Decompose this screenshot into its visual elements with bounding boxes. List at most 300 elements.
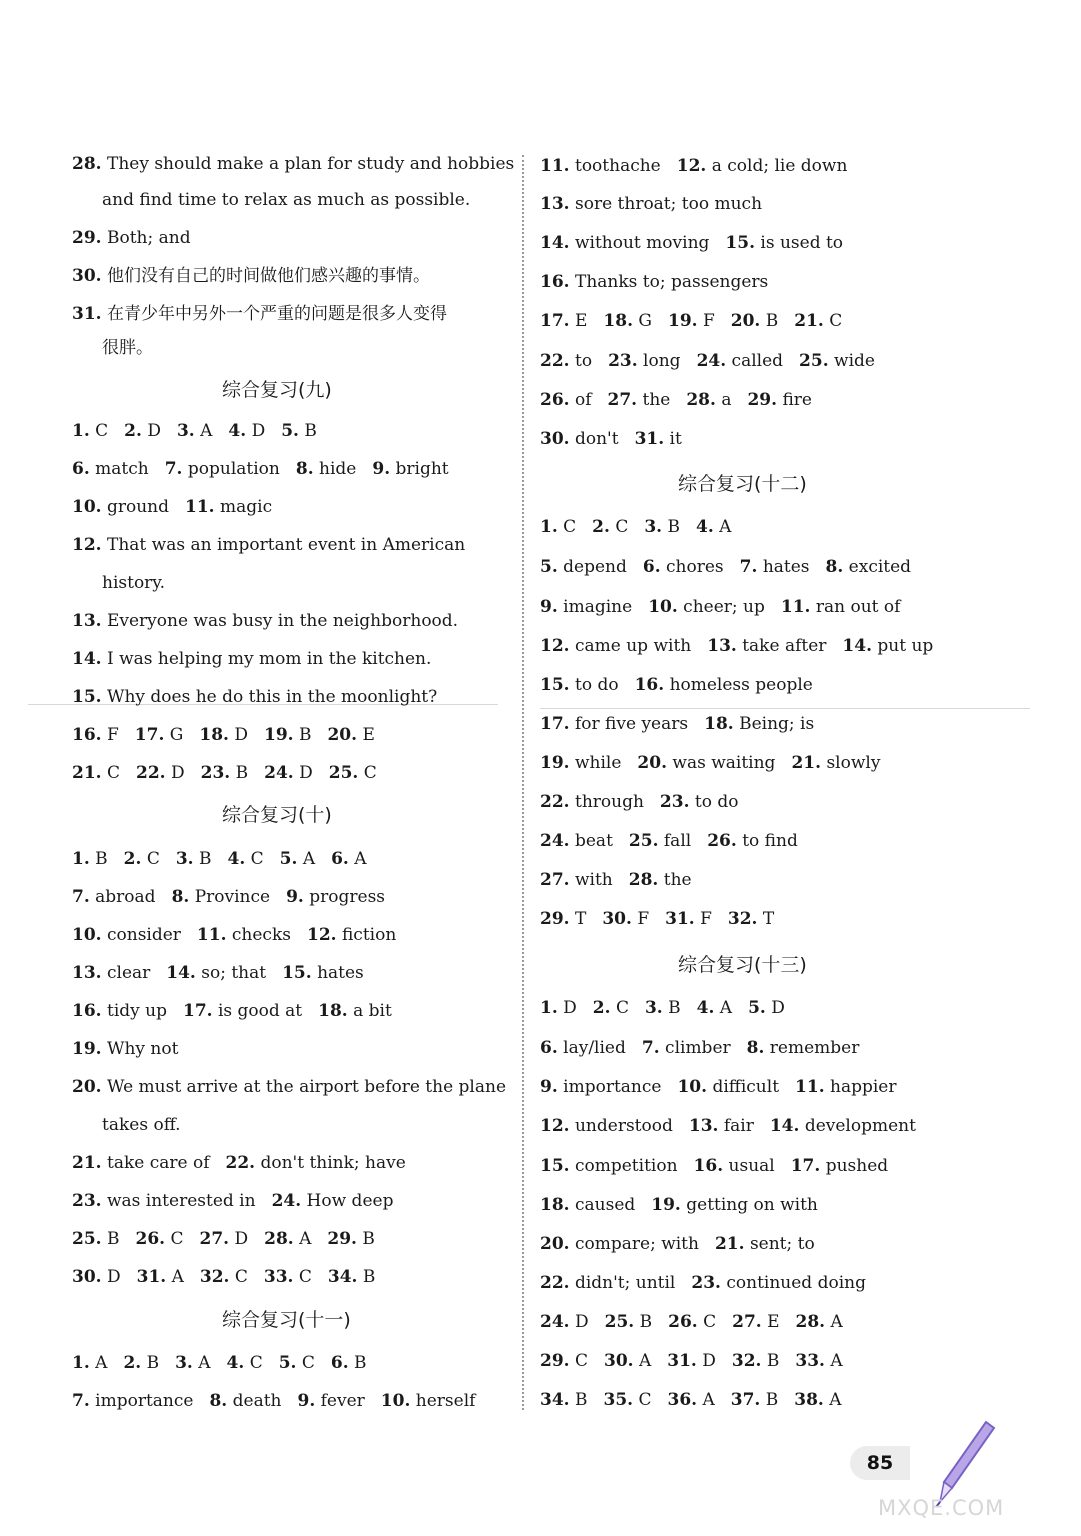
answer-text: Being; is — [739, 714, 815, 734]
answer-entry — [629, 831, 691, 851]
question-number: 2. — [592, 998, 611, 1018]
question-number: 6. — [331, 849, 349, 869]
question-number: 25. — [72, 1229, 102, 1249]
answer-row — [540, 596, 916, 618]
answer-text: B — [298, 725, 312, 745]
question-number: 34. — [327, 1267, 358, 1287]
answer-text: don't — [574, 429, 619, 449]
answer-row — [540, 674, 829, 696]
answer-entry — [318, 1001, 392, 1021]
answer-entry — [197, 925, 291, 945]
answer-entry — [165, 459, 280, 479]
answer-text: remember — [769, 1038, 860, 1058]
answer-row — [540, 1194, 834, 1216]
answer-entry — [72, 1039, 178, 1059]
answer-row — [72, 762, 393, 784]
question-number: 19. — [651, 1195, 681, 1215]
answer-entry — [540, 517, 576, 537]
answer-entry — [732, 1351, 779, 1371]
answer-text: D — [299, 763, 313, 783]
question-number: 11. — [196, 925, 227, 945]
answer-text: put up — [877, 636, 934, 656]
answer-entry — [842, 636, 933, 656]
question-number: 10. — [648, 597, 678, 617]
answer-entry — [72, 1191, 256, 1211]
answer-entry — [604, 1351, 651, 1371]
answer-entry — [264, 763, 313, 783]
answer-entry — [296, 459, 357, 479]
answer-text: B — [766, 1351, 780, 1371]
answer-text: A — [702, 1390, 715, 1410]
answer-entry — [540, 1234, 699, 1254]
question-number: 15. — [540, 675, 570, 695]
answer-entry — [177, 421, 212, 441]
answer-entry — [608, 390, 671, 410]
question-number: 6. — [330, 1353, 349, 1373]
question-number: 12. — [676, 156, 707, 176]
answer-text: it — [669, 429, 682, 449]
answer-text: getting on with — [686, 1195, 818, 1215]
question-number: 14. — [769, 1116, 800, 1136]
answer-entry — [644, 517, 680, 537]
question-number: 35. — [603, 1390, 634, 1410]
question-number: 9. — [540, 1077, 558, 1097]
answer-row — [540, 1311, 859, 1333]
question-number: 3. — [176, 421, 195, 441]
answer-row — [540, 869, 708, 891]
answer-text: A — [830, 1351, 843, 1371]
question-number: 5. — [279, 849, 298, 869]
question-number: 29. — [72, 228, 102, 248]
answer-text: for five years — [574, 714, 689, 734]
question-number: 3. — [644, 998, 663, 1018]
question-number: 1. — [540, 517, 558, 537]
question-number: 38. — [794, 1390, 824, 1410]
question-number: 17. — [790, 1156, 821, 1176]
answer-text: E — [767, 1312, 780, 1332]
answer-text: importance — [563, 1077, 662, 1097]
answer-text: E — [574, 311, 588, 331]
answer-text: Province — [194, 887, 271, 907]
answer-entry — [668, 311, 715, 331]
question-number: 16. — [634, 675, 665, 695]
answer-entry — [748, 998, 785, 1018]
answer-text: A — [829, 1390, 842, 1410]
question-number: 7. — [72, 1391, 90, 1411]
answer-entry — [172, 887, 271, 907]
answer-entry — [264, 1229, 311, 1249]
question-number: 8. — [746, 1038, 765, 1058]
answer-entry — [72, 763, 120, 783]
answer-text: A — [719, 517, 732, 537]
question-number: 27. — [732, 1312, 762, 1332]
question-number: 21. — [791, 753, 822, 773]
answer-text: C — [170, 1229, 184, 1249]
answer-line-continuation — [102, 189, 470, 211]
answer-row — [72, 848, 383, 870]
answer-text: They should make a plan for study and hobbies — [101, 154, 515, 174]
answer-text: T — [574, 909, 587, 929]
question-number: 27. — [607, 390, 638, 410]
question-number: 4. — [226, 1353, 245, 1373]
answer-row — [540, 752, 896, 774]
answer-row — [72, 1000, 408, 1022]
answer-entry — [728, 909, 774, 929]
question-number: 13. — [72, 963, 102, 983]
answer-entry — [665, 909, 712, 929]
answer-text: 他们没有自己的时间做他们感兴趣的事情。 — [101, 266, 430, 286]
question-number: 21. — [72, 1153, 102, 1173]
answer-row — [72, 458, 465, 480]
answer-text: C — [234, 1267, 248, 1287]
answer-entry — [540, 1077, 661, 1097]
question-number: 19. — [667, 311, 698, 331]
question-number: 31. — [634, 429, 665, 449]
answer-text: T — [762, 909, 775, 929]
question-number: 4. — [696, 998, 715, 1018]
question-number: 4. — [227, 849, 246, 869]
answer-text: B — [235, 763, 249, 783]
answer-entry — [540, 156, 661, 176]
question-number: 29. — [540, 1351, 570, 1371]
answer-row — [72, 420, 333, 442]
question-number: 9. — [286, 887, 304, 907]
answer-text: is used to — [760, 233, 844, 253]
answer-entry — [689, 1116, 754, 1136]
question-number: 21. — [714, 1234, 745, 1254]
answer-text: clear — [106, 963, 151, 983]
answer-entry — [799, 351, 875, 371]
answer-text: excited — [848, 557, 912, 577]
question-number: 28. — [628, 870, 659, 890]
answer-entry — [732, 1312, 779, 1332]
answer-text: A — [200, 421, 213, 441]
question-number: 15. — [72, 687, 102, 707]
question-number: 23. — [691, 1273, 721, 1293]
answer-entry — [747, 1038, 860, 1058]
question-number: 5. — [540, 557, 558, 577]
answer-row — [72, 1390, 491, 1412]
answer-entry — [540, 792, 644, 812]
answer-text: a bit — [353, 1001, 392, 1021]
answer-text: match — [95, 459, 149, 479]
answer-text: checks — [231, 925, 291, 945]
answer-text: imagine — [563, 597, 633, 617]
question-number: 20. — [637, 753, 667, 773]
answer-text: Thanks to; passengers — [574, 272, 769, 292]
answer-text: D — [106, 1267, 121, 1287]
answer-text: to — [574, 351, 593, 371]
question-number: 24. — [540, 831, 570, 851]
answer-row — [540, 1076, 913, 1098]
answer-row — [72, 724, 391, 746]
question-number: 11. — [540, 156, 570, 176]
question-number: 18. — [318, 1001, 348, 1021]
answer-entry — [781, 597, 901, 617]
answer-entry — [381, 1391, 476, 1411]
answer-text: C — [298, 1267, 312, 1287]
question-number: 18. — [540, 1195, 570, 1215]
answer-text: D — [771, 998, 785, 1018]
answer-entry — [279, 1353, 315, 1373]
question-number: 6. — [540, 1038, 558, 1058]
answer-text: A — [638, 1351, 652, 1371]
answer-text: was waiting — [672, 753, 776, 773]
question-number: 19. — [540, 753, 570, 773]
answer-entry — [228, 421, 265, 441]
answer-entry — [794, 311, 842, 331]
answer-row — [540, 997, 801, 1019]
answer-entry — [704, 714, 814, 734]
answer-text: tidy up — [106, 1001, 167, 1021]
answer-text: wide — [834, 351, 875, 371]
question-number: 9. — [540, 597, 558, 617]
section-heading: 综合复习(十一) — [222, 1309, 351, 1331]
answer-entry — [731, 1390, 778, 1410]
question-number: 4. — [228, 421, 247, 441]
answer-entry — [540, 909, 586, 929]
question-number: 12. — [72, 535, 102, 555]
answer-entry — [201, 763, 248, 783]
question-number: 22. — [540, 1273, 570, 1293]
question-number: 1. — [540, 998, 558, 1018]
answer-entry — [540, 870, 613, 890]
question-number: 31. — [665, 909, 695, 929]
answer-text: C — [574, 1351, 588, 1371]
answer-line-continuation — [102, 1114, 181, 1136]
answer-entry — [635, 675, 813, 695]
question-number: 7. — [164, 459, 183, 479]
answer-row — [72, 962, 380, 984]
question-number: 25. — [328, 763, 359, 783]
answer-entry — [540, 1156, 678, 1176]
answer-row — [540, 791, 754, 813]
answer-entry — [667, 1390, 714, 1410]
question-number: 29. — [327, 1229, 357, 1249]
answer-entry — [642, 1038, 731, 1058]
question-number: 13. — [72, 611, 102, 631]
question-number: 25. — [604, 1312, 635, 1332]
question-number: 23. — [608, 351, 638, 371]
answer-text: B — [304, 421, 317, 441]
answer-text: and find time to relax as much as possible. — [102, 190, 471, 210]
answer-text: continued doing — [726, 1273, 866, 1293]
question-number: 24. — [696, 351, 727, 371]
answer-entry — [264, 1267, 312, 1287]
answer-text: death — [232, 1391, 282, 1411]
question-number: 30. — [604, 1351, 634, 1371]
question-number: 23. — [200, 763, 231, 783]
answer-entry — [123, 1353, 159, 1373]
question-number: 19. — [72, 1039, 102, 1059]
section-heading: 综合复习(十) — [222, 804, 332, 826]
answer-entry — [540, 1351, 588, 1371]
answer-entry — [826, 557, 912, 577]
answer-text: B — [574, 1390, 588, 1410]
answer-entry — [645, 998, 681, 1018]
question-number: 12. — [306, 925, 337, 945]
section-heading: 综合复习(九) — [222, 379, 332, 401]
answer-text: the — [642, 390, 671, 410]
question-number: 21. — [72, 763, 102, 783]
answer-text: so; that — [201, 963, 267, 983]
answer-entry — [540, 1195, 635, 1215]
question-number: 24. — [540, 1312, 570, 1332]
answer-text: D — [702, 1351, 716, 1371]
answer-text: D — [563, 998, 577, 1018]
answer-text: compare; with — [574, 1234, 699, 1254]
answer-text: G — [169, 725, 184, 745]
answer-entry — [540, 636, 691, 656]
section-heading: 综合复习(十二) — [678, 473, 807, 495]
answer-entry — [72, 1001, 167, 1021]
answer-text: B — [354, 1353, 367, 1373]
question-number: 21. — [794, 311, 824, 331]
answer-entry — [643, 557, 724, 577]
answer-entry — [185, 497, 272, 517]
question-number: 20. — [730, 311, 761, 331]
answer-text: slowly — [826, 753, 881, 773]
answer-text: hide — [319, 459, 357, 479]
answer-entry — [592, 517, 628, 537]
answer-row — [540, 1115, 932, 1137]
answer-text: hates — [762, 557, 810, 577]
answer-text: understood — [574, 1116, 673, 1136]
question-number: 2. — [124, 421, 142, 441]
question-number: 34. — [540, 1390, 570, 1410]
answer-entry — [770, 1116, 916, 1136]
question-number: 23. — [72, 1191, 102, 1211]
question-number: 14. — [166, 963, 196, 983]
question-number: 29. — [540, 909, 570, 929]
answer-row — [540, 155, 863, 177]
question-number: 36. — [667, 1390, 698, 1410]
answer-entry — [372, 459, 448, 479]
question-number: 26. — [135, 1229, 166, 1249]
answer-text: I was helping my mom in the kitchen. — [101, 649, 432, 669]
answer-text: importance — [95, 1391, 194, 1411]
answer-entry — [707, 636, 826, 656]
answer-text: with — [574, 870, 613, 890]
question-number: 11. — [780, 597, 811, 617]
answer-text: difficult — [712, 1077, 780, 1097]
answer-text: C — [301, 1353, 315, 1373]
answer-entry — [166, 963, 266, 983]
answer-text: A — [719, 998, 733, 1018]
answer-entry — [72, 1153, 210, 1173]
page-number: 85 — [850, 1446, 910, 1480]
answer-text: while — [574, 753, 622, 773]
question-number: 7. — [641, 1038, 660, 1058]
answer-entry — [540, 311, 587, 331]
answer-entry — [707, 831, 798, 851]
answer-text: ran out of — [815, 597, 901, 617]
question-number: 30. — [602, 909, 632, 929]
answer-text: beat — [574, 831, 613, 851]
answer-row — [540, 350, 891, 372]
question-number: 20. — [540, 1234, 570, 1254]
answer-text: was interested in — [106, 1191, 256, 1211]
question-number: 22. — [540, 792, 570, 812]
answer-text: B — [639, 1312, 653, 1332]
answer-text: Everyone was busy in the neighborhood. — [101, 611, 459, 631]
answer-row — [72, 1152, 422, 1174]
question-number: 8. — [209, 1391, 228, 1411]
question-number: 1. — [72, 421, 90, 441]
answer-entry — [629, 870, 692, 890]
answer-entry — [286, 887, 385, 907]
answer-text: Why not — [106, 1039, 179, 1059]
question-number: 6. — [72, 459, 90, 479]
question-number: 3. — [175, 1353, 193, 1373]
answer-row — [72, 886, 401, 908]
answer-text: to do — [694, 792, 739, 812]
question-number: 30. — [540, 429, 570, 449]
answer-text: D — [234, 725, 248, 745]
question-number: 20. — [72, 1077, 102, 1097]
answer-entry — [540, 272, 768, 292]
answer-text: chores — [666, 557, 724, 577]
answer-entry — [686, 390, 731, 410]
question-number: 16. — [72, 725, 102, 745]
answer-row — [540, 1155, 904, 1177]
answer-entry — [183, 1001, 302, 1021]
answer-text: of — [574, 390, 592, 410]
question-number: 32. — [727, 909, 758, 929]
question-number: 33. — [263, 1267, 294, 1287]
answer-text: Why does he do this in the moonlight? — [101, 687, 438, 707]
answer-entry — [282, 963, 364, 983]
answer-entry — [331, 1353, 367, 1373]
answer-row — [540, 310, 858, 332]
answer-text: C — [249, 1353, 263, 1373]
answer-line — [72, 227, 191, 249]
answer-text: A — [830, 1312, 843, 1332]
answer-text: population — [187, 459, 280, 479]
answer-text: C — [638, 1390, 652, 1410]
answer-text: B — [668, 998, 681, 1018]
answer-entry — [795, 1077, 896, 1097]
question-number: 19. — [263, 725, 294, 745]
answer-text: abroad — [95, 887, 156, 907]
question-number: 18. — [704, 714, 734, 734]
answer-row — [72, 1038, 194, 1060]
question-number: 9. — [297, 1391, 316, 1411]
answer-text: depend — [563, 557, 627, 577]
answer-row — [72, 496, 288, 518]
question-number: 1. — [72, 849, 90, 869]
answer-text: D — [147, 421, 161, 441]
answer-text: F — [637, 909, 650, 929]
question-number: 26. — [668, 1312, 698, 1332]
answer-text: pushed — [825, 1156, 889, 1176]
answer-text: didn't; until — [574, 1273, 676, 1293]
answer-entry — [328, 1267, 375, 1287]
question-number: 25. — [628, 831, 659, 851]
answer-text: That was an important event in American — [101, 535, 466, 555]
question-number: 28. — [686, 390, 716, 410]
answer-entry — [175, 1353, 210, 1373]
answer-text: A — [198, 1353, 211, 1373]
answer-entry — [280, 849, 315, 869]
answer-entry — [72, 1267, 121, 1287]
answer-entry — [227, 849, 263, 869]
answer-entry — [648, 597, 765, 617]
answer-row — [540, 232, 859, 254]
answer-entry — [72, 497, 169, 517]
answer-entry — [697, 351, 783, 371]
answer-row — [540, 271, 784, 293]
